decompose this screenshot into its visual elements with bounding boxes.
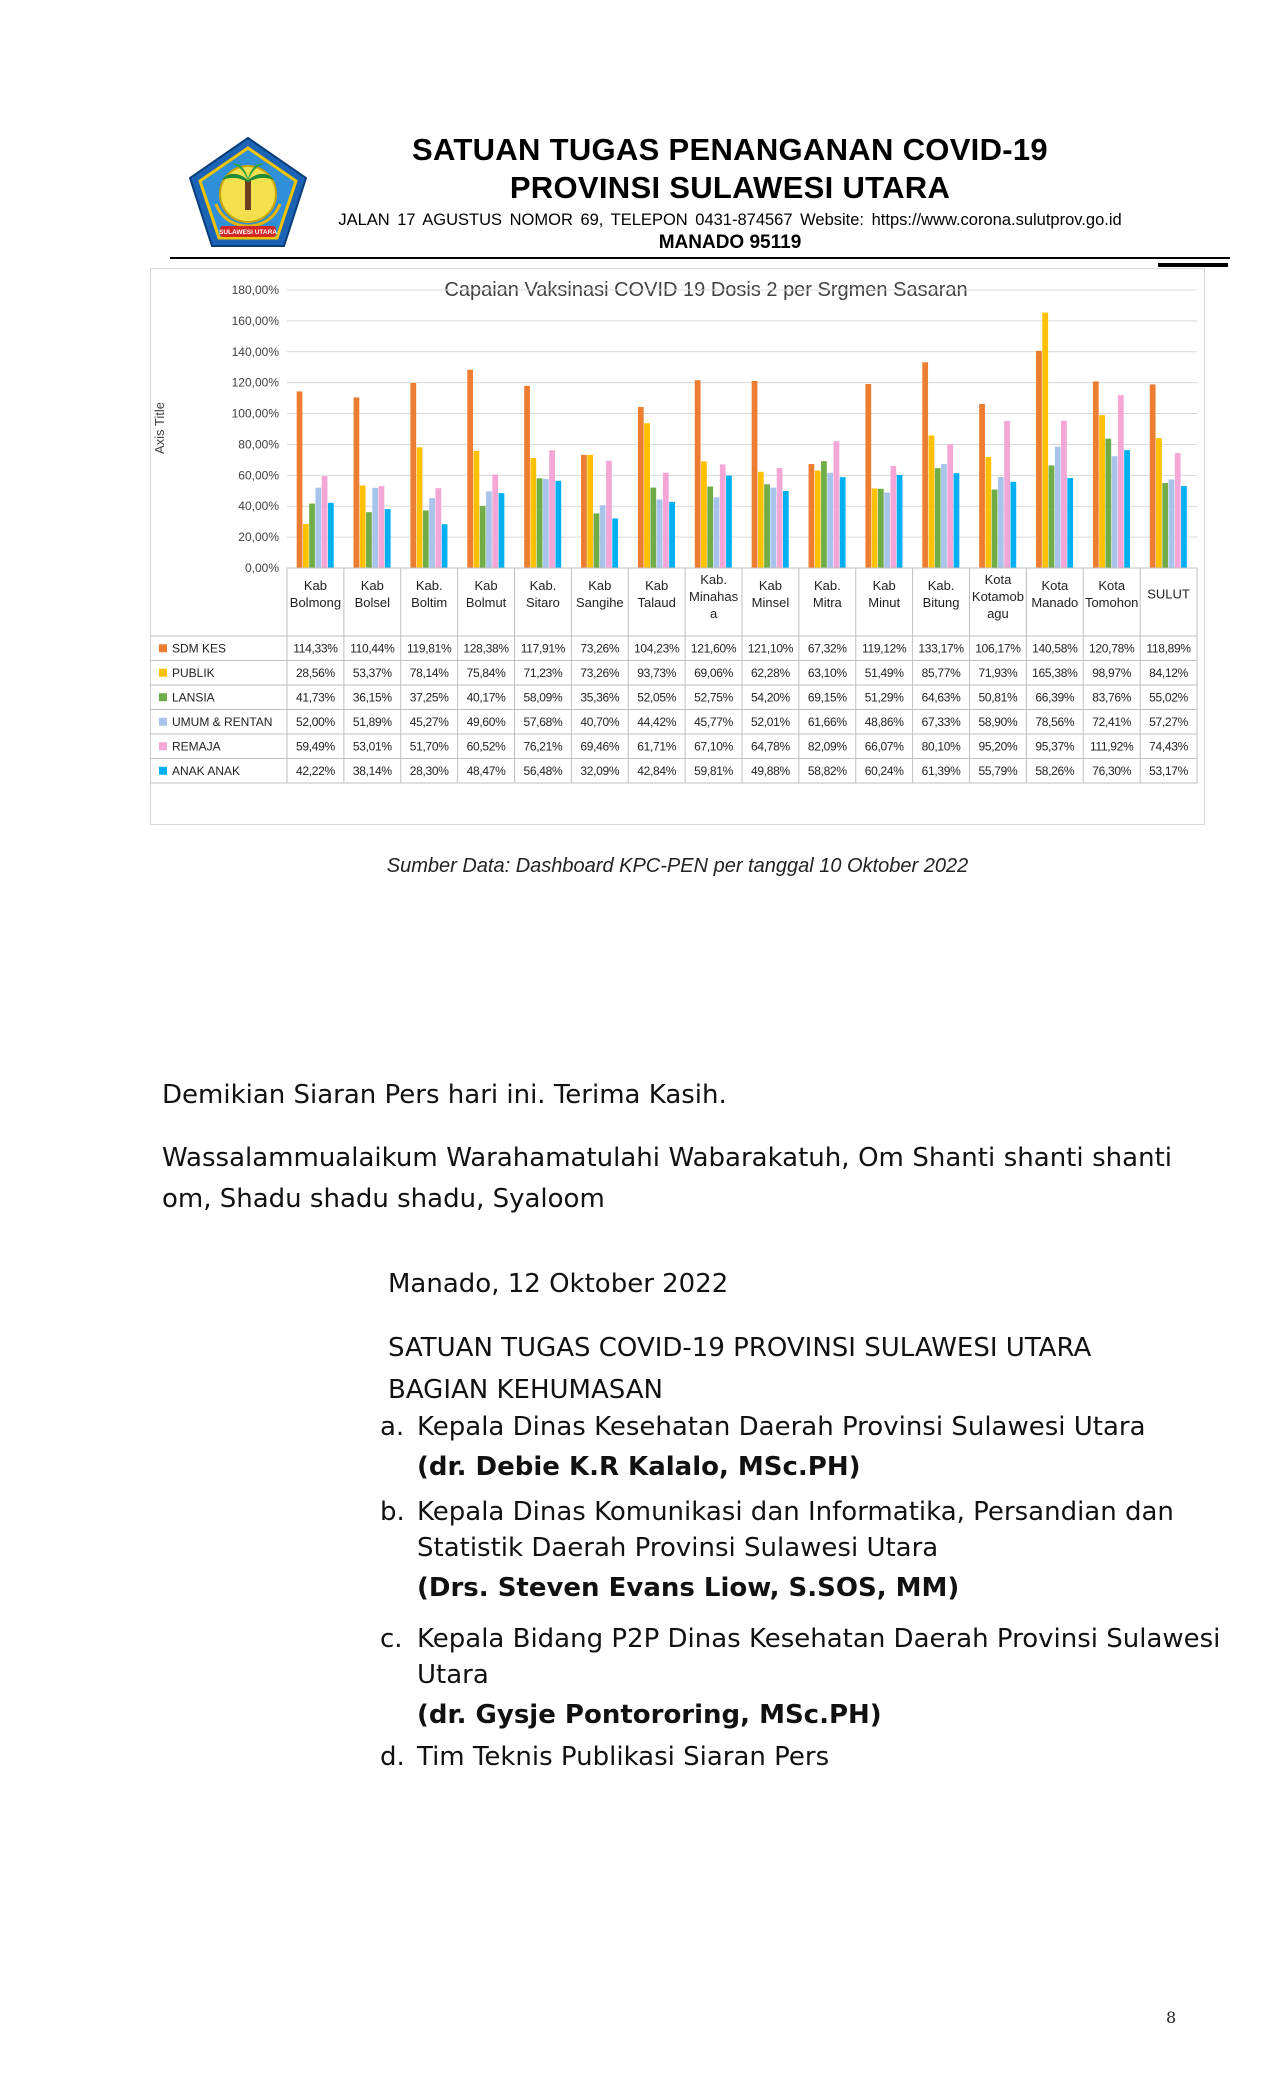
- data-value-label: 110,44%: [350, 641, 395, 656]
- data-value-label: 71,23%: [523, 665, 563, 680]
- data-value-label: 53,17%: [1149, 763, 1189, 778]
- bar: [1036, 351, 1042, 568]
- data-value-label: 56,48%: [523, 763, 563, 778]
- bar: [322, 476, 328, 568]
- bar: [878, 489, 884, 568]
- bar: [549, 450, 555, 568]
- data-value-label: 73,26%: [580, 665, 620, 680]
- bar: [297, 391, 303, 568]
- y-tick-label: 160,00%: [231, 313, 279, 328]
- data-value-label: 40,17%: [466, 690, 506, 705]
- category-label: Bolmut: [465, 595, 507, 610]
- letterhead-city: MANADO 95119: [658, 232, 802, 253]
- y-tick-label: 140,00%: [231, 344, 279, 359]
- bar: [834, 441, 840, 568]
- category-label: Kotamob: [971, 589, 1024, 604]
- chart-title: Capaian Vaksinasi COVID 19 Dosis 2 per Srgmen Sasaran: [444, 279, 968, 301]
- vaccination-chart: [150, 268, 1205, 825]
- legend-swatch: [159, 718, 167, 726]
- bar: [929, 436, 935, 568]
- data-value-label: 67,33%: [921, 714, 961, 729]
- data-value-label: 48,47%: [466, 763, 506, 778]
- data-value-label: 60,52%: [466, 739, 506, 754]
- bar: [777, 468, 783, 568]
- bar: [303, 524, 309, 568]
- data-value-label: 121,10%: [747, 641, 794, 656]
- bar: [783, 491, 789, 568]
- data-value-label: 133,17%: [918, 641, 964, 656]
- bar: [435, 488, 441, 568]
- category-label: Boltim: [411, 595, 448, 610]
- category-label: Kab: [645, 578, 669, 593]
- bar: [1055, 447, 1061, 568]
- data-value-label: 59,49%: [295, 739, 335, 754]
- bar: [890, 466, 896, 568]
- bar: [992, 490, 998, 568]
- bar: [897, 475, 903, 568]
- y-tick-label: 0,00%: [244, 561, 279, 575]
- bar: [492, 475, 498, 568]
- data-value-label: 52,01%: [750, 714, 790, 729]
- legend-label: SDM KES: [172, 641, 227, 656]
- bar: [1169, 480, 1175, 568]
- category-label: Kota: [1041, 578, 1069, 593]
- bar: [1010, 482, 1016, 568]
- data-value-label: 165,38%: [1032, 665, 1078, 680]
- data-value-label: 66,39%: [1035, 690, 1075, 705]
- org-line-2: BAGIAN KEHUMASAN: [388, 1375, 663, 1405]
- data-value-label: 69,46%: [580, 739, 620, 754]
- legend-swatch: [159, 644, 167, 652]
- signatory-a: [380, 1410, 1230, 1486]
- category-label: Kab.: [415, 578, 443, 593]
- category-label: Kab: [360, 578, 384, 593]
- data-value-label: 55,02%: [1149, 690, 1189, 705]
- data-value-label: 117,91%: [520, 641, 566, 656]
- data-value-label: 45,27%: [409, 714, 449, 729]
- data-value-label: 54,20%: [750, 690, 790, 705]
- bar: [954, 473, 960, 568]
- bar: [537, 478, 543, 568]
- signatory-d: [380, 1740, 1230, 1776]
- data-value-label: 64,63%: [921, 690, 961, 705]
- data-value-label: 119,12%: [861, 641, 907, 656]
- bar: [581, 455, 587, 568]
- data-value-label: 74,43%: [1149, 739, 1189, 754]
- bar: [612, 518, 618, 568]
- letterhead-rule-thick: [1158, 263, 1228, 267]
- bar: [309, 504, 315, 568]
- signatory-b: [380, 1495, 1230, 1607]
- bar: [1105, 439, 1111, 568]
- bar: [1175, 453, 1181, 568]
- category-label: Talaud: [637, 595, 676, 610]
- y-tick-label: 180,00%: [231, 283, 279, 297]
- category-label: Tomohon: [1084, 595, 1139, 610]
- bar: [417, 447, 423, 568]
- bar: [815, 471, 821, 568]
- data-value-label: 53,01%: [352, 739, 392, 754]
- signatory-position: Kepala Dinas Kesehatan Daerah Provinsi Sulawesi Utara: [417, 1412, 1146, 1442]
- y-tick-label: 80,00%: [238, 437, 279, 452]
- bar: [1124, 450, 1130, 568]
- data-value-label: 40,70%: [580, 714, 620, 729]
- bar: [947, 444, 953, 568]
- bar: [770, 488, 776, 568]
- bar: [1118, 395, 1124, 568]
- category-label: agu: [987, 606, 1009, 621]
- data-value-label: 82,09%: [807, 739, 847, 754]
- data-value-label: 95,20%: [978, 739, 1018, 754]
- signatory-name: (Drs. Steven Evans Liow, S.SOS, MM): [417, 1572, 960, 1603]
- signatory-marker: c.: [380, 1624, 403, 1654]
- category-label: Minahas: [688, 589, 739, 604]
- y-tick-label: 20,00%: [238, 530, 279, 545]
- category-label: Manado: [1031, 595, 1079, 610]
- data-value-label: 78,56%: [1035, 714, 1075, 729]
- signatory-position: Kepala Dinas Komunikasi dan Informatika, Persandian dan Statistik Daerah Provinsi Sulawesi Utara: [417, 1497, 1174, 1563]
- data-value-label: 128,38%: [463, 641, 509, 656]
- bar: [935, 468, 941, 568]
- data-value-label: 28,56%: [295, 665, 335, 680]
- bar: [379, 486, 385, 568]
- category-label: Minut: [868, 595, 901, 610]
- category-label: Sitaro: [525, 595, 560, 610]
- data-value-label: 59,81%: [694, 763, 734, 778]
- data-value-label: 93,73%: [637, 665, 677, 680]
- data-value-label: 64,78%: [750, 739, 790, 754]
- data-value-label: 42,22%: [295, 763, 335, 778]
- bar: [480, 506, 486, 568]
- closing-text: Demikian Siaran Pers hari ini. Terima Kasih.: [162, 1080, 727, 1110]
- bar: [979, 404, 985, 568]
- category-label: Bolmong: [289, 595, 342, 610]
- logo-banner-text: SULAWESI UTARA: [218, 229, 278, 236]
- data-value-label: 119,81%: [406, 641, 452, 656]
- bar: [410, 383, 416, 568]
- category-label: SULUT: [1147, 586, 1190, 602]
- bar: [714, 497, 720, 568]
- bar: [1049, 465, 1055, 568]
- bar: [555, 481, 561, 568]
- bar: [1093, 381, 1099, 568]
- bar: [695, 380, 701, 568]
- data-value-label: 37,25%: [409, 690, 449, 705]
- data-value-label: 61,66%: [807, 714, 847, 729]
- category-label: Kab: [474, 578, 498, 593]
- data-value-label: 75,84%: [466, 665, 506, 680]
- data-value-label: 53,37%: [352, 665, 392, 680]
- category-label: a: [709, 606, 718, 621]
- bar: [663, 473, 669, 568]
- data-value-label: 51,70%: [409, 739, 449, 754]
- bar: [606, 461, 612, 568]
- data-value-label: 58,09%: [523, 690, 563, 705]
- legend-swatch: [159, 742, 167, 750]
- bar: [669, 502, 675, 568]
- bar: [1162, 483, 1168, 568]
- bar: [657, 499, 663, 568]
- signatory-marker: a.: [380, 1412, 405, 1442]
- data-value-label: 49,60%: [466, 714, 506, 729]
- y-tick-label: 40,00%: [238, 499, 279, 514]
- data-value-label: 51,49%: [864, 665, 904, 680]
- data-value-label: 60,24%: [864, 763, 904, 778]
- bar: [1156, 438, 1162, 568]
- bar: [707, 487, 713, 568]
- data-value-label: 38,14%: [352, 763, 392, 778]
- data-value-label: 69,06%: [694, 665, 734, 680]
- data-value-label: 76,21%: [523, 739, 563, 754]
- bar: [354, 397, 360, 568]
- bar: [1112, 456, 1118, 568]
- data-value-label: 85,77%: [921, 665, 961, 680]
- bar: [467, 370, 473, 568]
- data-value-label: 49,88%: [750, 763, 790, 778]
- bar: [530, 458, 536, 568]
- category-label: Kota: [984, 572, 1012, 587]
- bar: [524, 386, 530, 568]
- legend-label: LANSIA: [172, 690, 215, 705]
- bar: [884, 493, 890, 568]
- bar: [644, 423, 650, 568]
- data-value-label: 69,15%: [807, 690, 847, 705]
- date-line: Manado, 12 Oktober 2022: [388, 1269, 729, 1299]
- category-label: Kab: [588, 578, 612, 593]
- data-value-label: 45,77%: [694, 714, 734, 729]
- letterhead-title-line1: SATUAN TUGAS PENANGANAN COVID-19: [412, 132, 1048, 167]
- data-value-label: 55,79%: [978, 763, 1018, 778]
- category-label: Kab.: [927, 578, 955, 593]
- bar: [840, 477, 846, 568]
- data-value-label: 44,42%: [637, 714, 677, 729]
- data-value-label: 118,89%: [1146, 641, 1191, 656]
- data-value-label: 36,15%: [352, 690, 392, 705]
- chart-canvas: [150, 268, 1205, 825]
- bar: [865, 384, 871, 568]
- page-number: 8: [1166, 2008, 1177, 2027]
- signatory-name: (dr. Gysje Pontororing, MSc.PH): [417, 1699, 882, 1730]
- data-value-label: 57,27%: [1149, 714, 1189, 729]
- category-label: Kab: [303, 578, 328, 593]
- data-value-label: 80,10%: [921, 739, 961, 754]
- data-value-label: 76,30%: [1092, 763, 1132, 778]
- legend-swatch: [159, 693, 167, 701]
- bar: [726, 476, 732, 568]
- data-value-label: 52,00%: [295, 714, 335, 729]
- bar: [638, 407, 644, 568]
- data-value-label: 63,10%: [807, 665, 847, 680]
- bar: [998, 477, 1004, 568]
- category-label: Sangihe: [575, 595, 624, 610]
- category-label: Kab: [872, 578, 896, 593]
- bar: [366, 512, 372, 568]
- bar: [985, 457, 991, 568]
- source-note: Sumber Data: Dashboard KPC-PEN per tanggal 10 Oktober 2022: [386, 855, 969, 877]
- bar: [486, 491, 492, 568]
- bar: [701, 461, 707, 568]
- data-value-label: 61,39%: [921, 763, 961, 778]
- signatory-position: Kepala Bidang P2P Dinas Kesehatan Daerah Provinsi Sulawesi Utara: [417, 1624, 1221, 1690]
- legend-label: PUBLIK: [172, 665, 215, 680]
- signatory-c: [380, 1622, 1230, 1734]
- data-value-label: 28,30%: [409, 763, 449, 778]
- data-value-label: 120,78%: [1089, 641, 1135, 656]
- category-label: Kota: [1098, 578, 1126, 593]
- data-value-label: 71,93%: [978, 665, 1018, 680]
- data-value-label: 57,68%: [523, 714, 563, 729]
- data-value-label: 32,09%: [580, 763, 620, 778]
- category-label: Mitra: [812, 595, 842, 610]
- bar: [499, 493, 505, 568]
- data-value-label: 48,86%: [864, 714, 904, 729]
- bar: [372, 488, 378, 568]
- letterhead-title-line2: PROVINSI SULAWESI UTARA: [509, 170, 951, 205]
- data-value-label: 41,73%: [295, 690, 335, 705]
- bar: [821, 461, 827, 568]
- data-value-label: 98,97%: [1092, 665, 1132, 680]
- y-tick-label: 100,00%: [231, 406, 279, 421]
- legend-label: UMUM & RENTAN: [172, 714, 273, 729]
- data-value-label: 52,05%: [637, 690, 677, 705]
- bar: [720, 464, 726, 568]
- bar: [1042, 313, 1048, 568]
- bar: [594, 513, 600, 568]
- data-value-label: 114,33%: [293, 641, 338, 656]
- data-value-label: 106,17%: [975, 641, 1021, 656]
- bar: [1067, 478, 1073, 568]
- data-value-label: 140,58%: [1032, 641, 1078, 656]
- bar: [827, 473, 833, 568]
- bar: [872, 488, 878, 568]
- bar: [360, 486, 366, 568]
- y-tick-label: 120,00%: [231, 375, 279, 390]
- bar: [1099, 415, 1105, 568]
- data-value-label: 58,26%: [1035, 763, 1075, 778]
- data-value-label: 50,81%: [978, 690, 1018, 705]
- letterhead-rule: [170, 257, 1230, 259]
- bar: [429, 498, 435, 568]
- category-label: Kab.: [700, 572, 727, 587]
- bar: [1150, 384, 1156, 568]
- data-value-label: 62,28%: [750, 665, 790, 680]
- data-value-label: 52,75%: [694, 690, 734, 705]
- data-value-label: 58,90%: [978, 714, 1018, 729]
- bar: [650, 488, 656, 568]
- data-value-label: 66,07%: [864, 739, 904, 754]
- signatory-marker: b.: [380, 1497, 405, 1527]
- data-value-label: 67,10%: [694, 739, 734, 754]
- data-value-label: 73,26%: [580, 641, 620, 656]
- data-value-label: 78,14%: [409, 665, 449, 680]
- category-label: Minsel: [751, 595, 790, 610]
- signatory-position: Tim Teknis Publikasi Siaran Pers: [417, 1742, 830, 1772]
- province-logo: [186, 134, 310, 252]
- data-value-label: 83,76%: [1092, 690, 1132, 705]
- data-value-label: 84,12%: [1149, 665, 1189, 680]
- signatory-marker: d.: [380, 1742, 405, 1772]
- category-label: Bolsel: [354, 595, 391, 610]
- bar: [423, 510, 429, 568]
- bar: [922, 362, 928, 568]
- bar: [543, 479, 549, 568]
- greeting-text: Wassalammualaikum Warahamatulahi Wabarakatuh, Om Shanti shanti shanti om, Shadu shadu shadu, Syaloom: [162, 1143, 1172, 1214]
- data-value-label: 121,60%: [690, 641, 737, 656]
- bar: [758, 472, 764, 568]
- data-value-label: 51,89%: [352, 714, 392, 729]
- bar: [315, 488, 321, 568]
- y-tick-label: 60,00%: [238, 468, 279, 483]
- org-line-1: SATUAN TUGAS COVID-19 PROVINSI SULAWESI UTARA: [388, 1333, 1092, 1363]
- data-value-label: 67,32%: [807, 641, 847, 656]
- bar: [941, 464, 947, 568]
- data-value-label: 111,92%: [1089, 739, 1134, 754]
- legend-swatch: [159, 669, 167, 677]
- category-label: Kab.: [529, 578, 557, 593]
- data-value-label: 61,71%: [637, 739, 677, 754]
- bar: [587, 455, 593, 568]
- bar: [752, 381, 758, 568]
- category-label: Bitung: [922, 595, 960, 610]
- bar: [1181, 486, 1187, 568]
- data-value-label: 42,84%: [637, 763, 677, 778]
- data-value-label: 104,23%: [634, 641, 680, 656]
- bar: [600, 505, 606, 568]
- data-value-label: 51,29%: [864, 690, 904, 705]
- category-label: Kab.: [813, 578, 841, 593]
- signatory-name: (dr. Debie K.R Kalalo, MSc.PH): [417, 1451, 861, 1482]
- bar: [385, 509, 391, 568]
- y-axis-title: Axis Title: [152, 401, 167, 455]
- bar: [442, 524, 448, 568]
- bar: [764, 484, 770, 568]
- bar: [809, 464, 815, 568]
- data-value-label: 35,36%: [580, 690, 620, 705]
- bar: [474, 451, 480, 568]
- letterhead-address: JALAN 17 AGUSTUS NOMOR 69, TELEPON 0431-874567 Website: https://www.corona.sulutprov.go.id: [338, 211, 1122, 229]
- legend-swatch: [159, 767, 167, 775]
- category-label: Kab: [758, 578, 783, 593]
- data-value-label: 95,37%: [1035, 739, 1075, 754]
- legend-label: ANAK ANAK: [172, 763, 241, 778]
- bar: [1004, 421, 1010, 568]
- data-value-label: 72,41%: [1092, 714, 1132, 729]
- data-value-label: 58,82%: [807, 763, 847, 778]
- bar: [1061, 421, 1067, 568]
- legend-label: REMAJA: [172, 739, 221, 754]
- bar: [328, 503, 334, 568]
